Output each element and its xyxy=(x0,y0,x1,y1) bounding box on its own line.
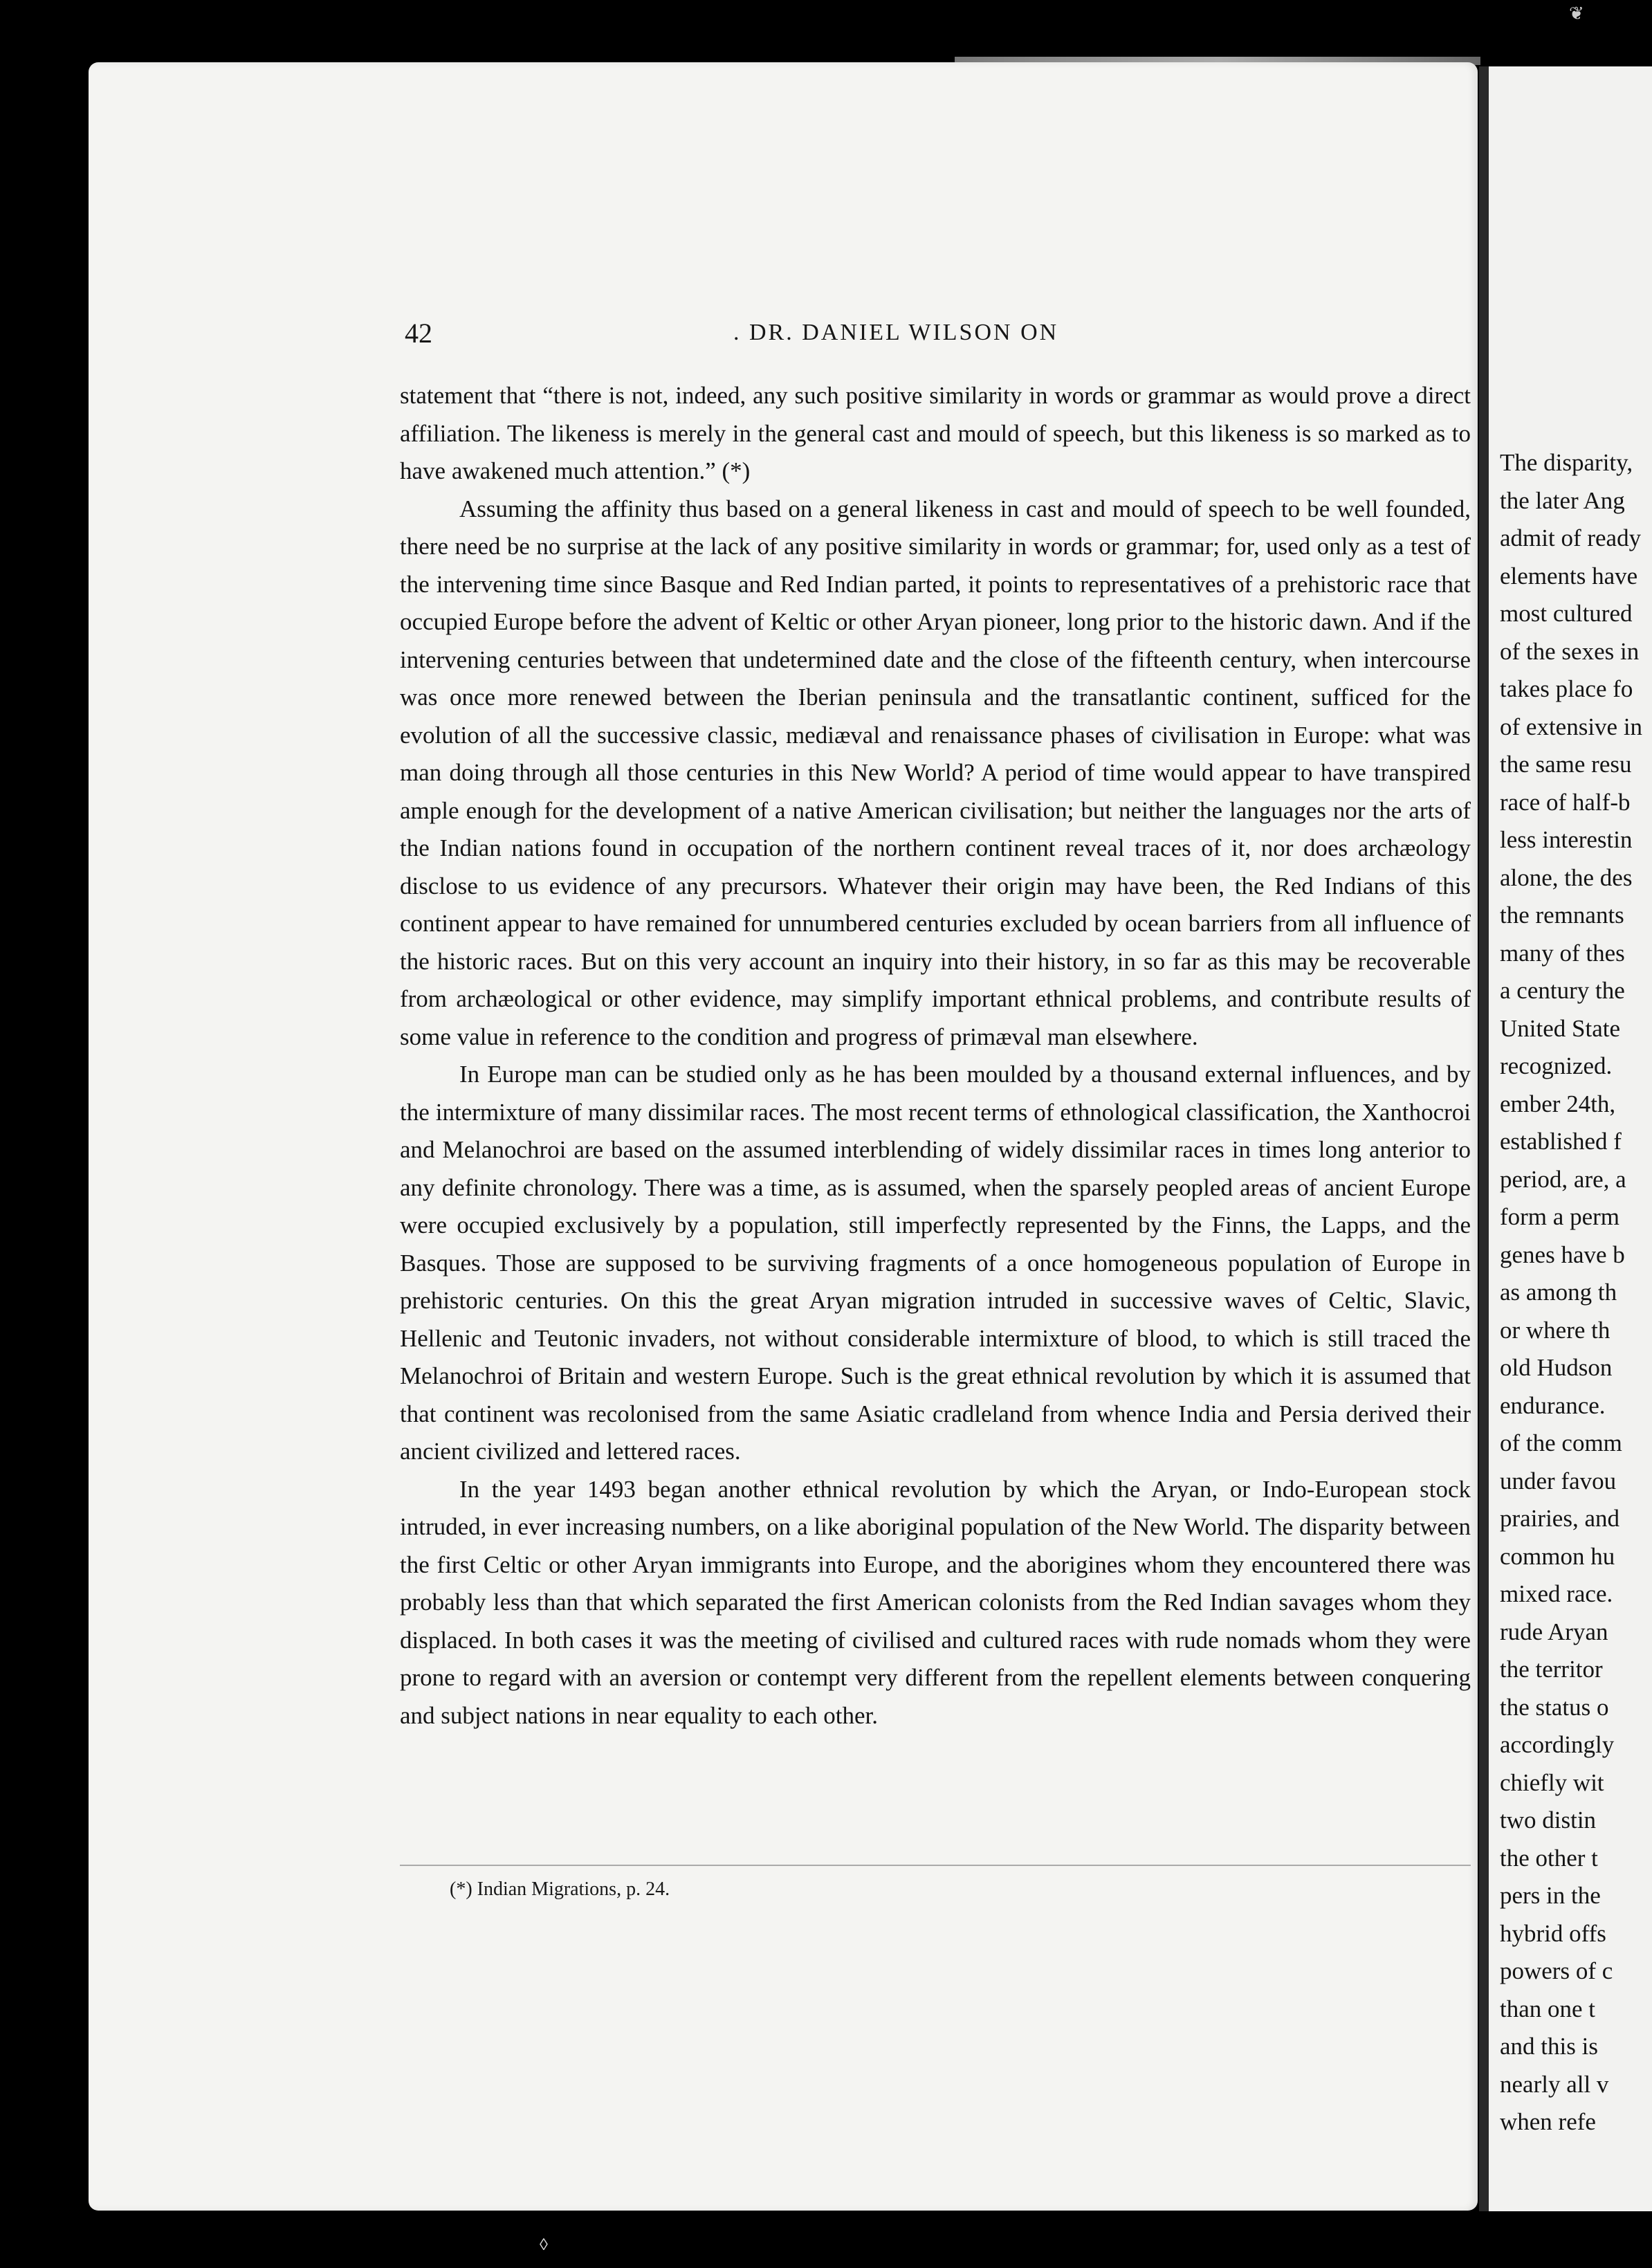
paragraph-4: In the year 1493 began another ethnical revolution by which the Aryan, or Indo-European stock intruded, in ever increasing numbers, on a like aboriginal population of the New World. The disparity between the first Celtic or other Aryan immigrants into Europe, and the aborigines whom they encountered there was probably less than that which separated the first American colonists from the Red Indian savages whom they displaced. In both cases it was the meeting of civilised and cultured races with rude nomads whom they were prone to regard with an aversion or contempt very different from the repellent elements between conquering and subject nations in near equality to each other. xyxy=(400,1475,1471,1729)
scan-corner-mark: ❦ xyxy=(1569,3,1584,24)
right-page-line: old Hudson xyxy=(1500,1354,1613,1381)
right-page-line: and this is xyxy=(1500,2033,1598,2060)
right-page-line: accordingly xyxy=(1500,1731,1615,1758)
right-page-line: rude Aryan xyxy=(1500,1618,1608,1645)
right-page-line: form a perm xyxy=(1500,1203,1619,1230)
right-page-line: chiefly wit xyxy=(1500,1768,1604,1796)
right-page-line: The disparity, xyxy=(1500,449,1633,476)
right-page-line: genes have b xyxy=(1500,1241,1625,1268)
page-number: 42 xyxy=(405,318,432,349)
right-page-line: two distin xyxy=(1500,1807,1597,1833)
running-title: . DR. DANIEL WILSON ON xyxy=(733,320,1059,345)
right-page-line: the other t xyxy=(1500,1844,1598,1872)
right-page-line: pers in the xyxy=(1500,1882,1601,1909)
right-page-line: the status o xyxy=(1500,1693,1609,1721)
right-page-line: or where th xyxy=(1500,1316,1610,1344)
paragraph-1: statement that “there is not, indeed, any such positive similarity in words or grammar as would prove a direct affiliation. The likeness is merely in the general cast and mould of speech, but this likeness is so marked as to have awakened much attention.” (*) xyxy=(400,382,1471,484)
right-page-line: prairies, and xyxy=(1500,1505,1619,1532)
footnote: (*) Indian Migrations, p. 24. xyxy=(450,1878,670,1900)
right-page-line: when refe xyxy=(1500,2108,1596,2135)
right-page-line: the remnants xyxy=(1500,902,1624,929)
right-page-line: most cultured xyxy=(1500,600,1633,627)
right-page-fragment xyxy=(1479,66,1652,2211)
right-page-line: many of thes xyxy=(1500,939,1625,967)
paragraph-3: In Europe man can be studied only as he has been moulded by a thousand external influences, and by the intermixture of many dissimilar races. The most recent terms of ethnological classification, the Xanthocroi and Melanochroi are based on the assumed interblending of widely dissimilar races in times long anterior to any definite chronology. There was a time, as is assumed, when the sparsely peopled areas of ancient Europe were occupied exclusively by a population, still imperfectly represented by the Finns, the Lapps, and the Basques. Those are supposed to be surviving fragments of a once homogeneous population of Europe in prehistoric centuries. On this the great Aryan migration intruded in successive waves of Celtic, Slavic, Hellenic and Teutonic invaders, not without considerable intermixture of blood, to which is still traced the Melanochroi of Britain and western Europe. Such is the great ethnical revolution by which it is assumed that that continent was recolonised from the same Asiatic cradleland from whence India and Persia derived their ancient civilized and lettered races. xyxy=(400,1061,1471,1465)
right-page-line: common hu xyxy=(1500,1542,1615,1570)
right-page-line: United State xyxy=(1500,1014,1620,1042)
scan-bottom-mark: ◊ xyxy=(540,2236,548,2254)
right-page-line: of the sexes in xyxy=(1500,637,1640,665)
right-page-line: race of half-b xyxy=(1500,788,1631,816)
body-text xyxy=(400,377,1471,1735)
right-page-line: of extensive in xyxy=(1500,713,1643,740)
right-page-line: the same resu xyxy=(1500,751,1632,778)
right-page-line: alone, the des xyxy=(1500,863,1633,891)
right-page-line: the later Ang xyxy=(1500,486,1625,514)
right-page-line: less interestin xyxy=(1500,826,1633,853)
right-page-line: under favou xyxy=(1500,1467,1617,1494)
right-page-line: endurance. xyxy=(1500,1391,1606,1419)
right-page-text xyxy=(1500,444,1652,2141)
right-page-line: the territor xyxy=(1500,1656,1603,1683)
right-page-line: hybrid offs xyxy=(1500,1919,1606,1947)
right-page-line: a century the xyxy=(1500,977,1625,1004)
right-page-line: as among th xyxy=(1500,1279,1617,1306)
right-page-line: period, are, a xyxy=(1500,1165,1626,1193)
right-page-line: of the comm xyxy=(1500,1429,1622,1456)
right-page-line: recognized. xyxy=(1500,1052,1613,1079)
right-page-line: established f xyxy=(1500,1128,1622,1155)
paragraph-2: Assuming the affinity thus based on a general likeness in cast and mould of speech to be well founded, there need be no surprise at the lack of any positive similarity in words or grammar; for, used only as a test of the intervening time since Basque and Red Indian parted, it points to representatives of a prehistoric race that occupied Europe before the advent of Keltic or other Aryan pioneer, long prior to the historic dawn. And if the intervening centuries between that undetermined date and the close of the fifteenth century, when intercourse was once more renewed between the Iberian peninsula and the transatlantic continent, sufficed for the evolution of all the successive classic, mediæval and renaissance phases of civilisation in Europe: what was man doing through all those centuries in this New World? A period of time would appear to have transpired ample enough for the development of a native American civilisation; but neither the languages nor the arts of the Indian nations found in occupation of the northern continent reveal traces of it, nor does archæology disclose to us evidence of any precursors. Whatever their origin may have been, the Red Indians of this continent appear to have remained for unnumbered centuries excluded by ocean barriers from all influence of the historic races. But on this very account an inquiry into their history, in so far as this may be recoverable from archæological or other evidence, may simplify important ethnical problems, and contribute results of some value in reference to the condition and progress of primæval man elsewhere. xyxy=(400,495,1471,1050)
right-page-line: ember 24th, xyxy=(1500,1090,1616,1117)
right-page-line: mixed race. xyxy=(1500,1580,1613,1607)
footnote-rule xyxy=(400,1865,1471,1866)
right-page-line: elements have xyxy=(1500,562,1638,589)
right-page-line: than one t xyxy=(1500,1995,1596,2022)
right-page-line: admit of ready xyxy=(1500,524,1642,551)
right-page-line: powers of c xyxy=(1500,1957,1613,1984)
right-page-line: takes place fo xyxy=(1500,675,1633,702)
right-page-line: nearly all v xyxy=(1500,2070,1609,2098)
